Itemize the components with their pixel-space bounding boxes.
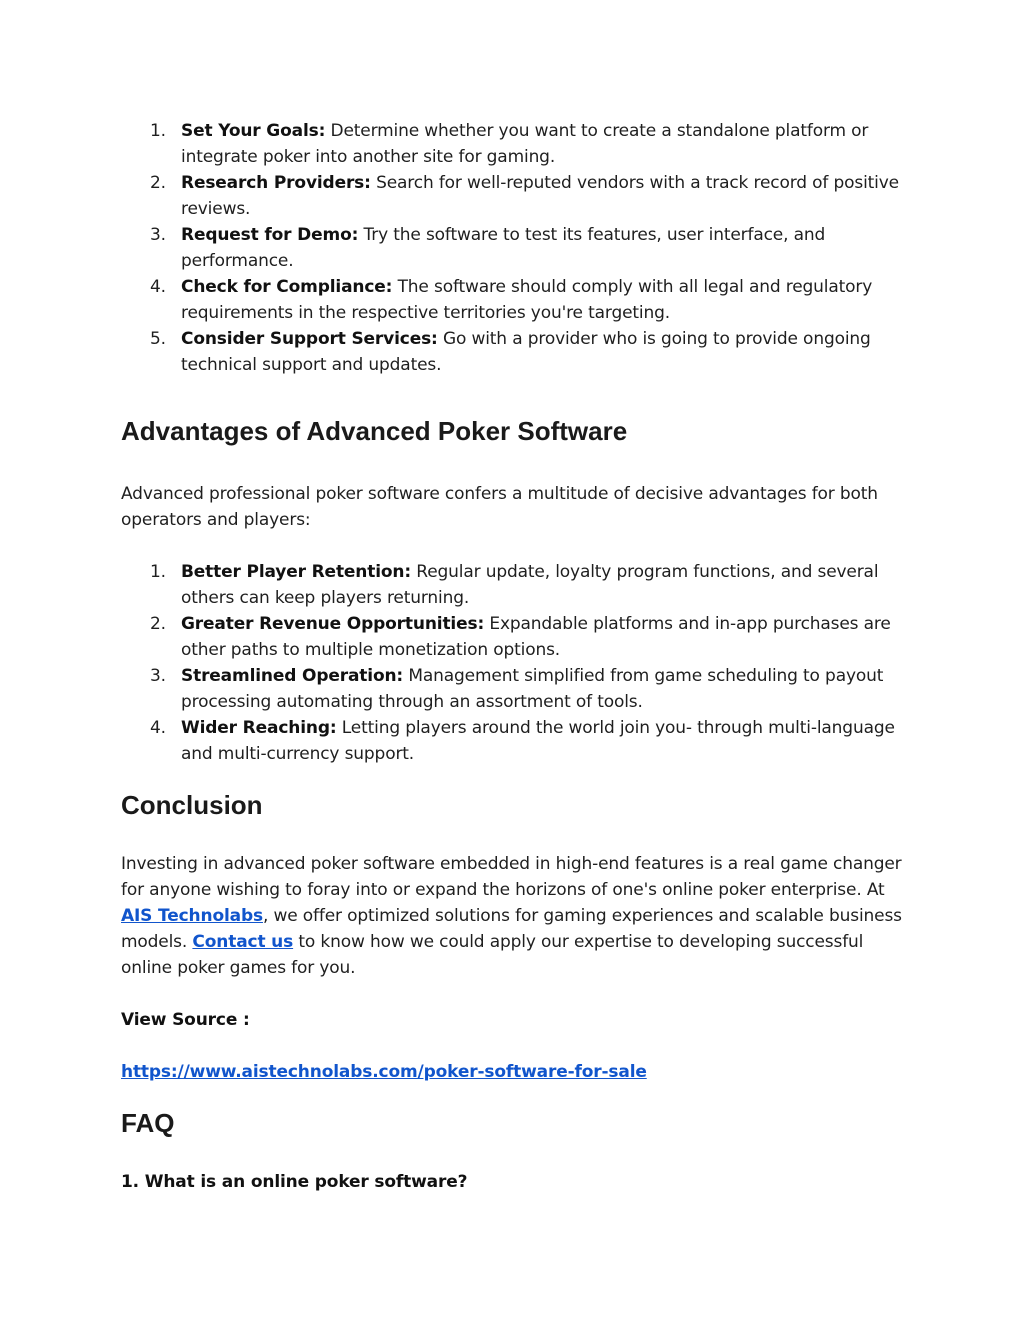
- list-number: 2.: [150, 614, 166, 634]
- source-link-paragraph: [121, 1059, 911, 1085]
- faq-question: 1. What is an online poker software?: [121, 1172, 468, 1192]
- list-item-text: Go with a provider who is going to provide ongoing technical support and updates.: [181, 329, 871, 375]
- list-number: 5.: [150, 329, 166, 349]
- conclusion-text: , we offer optimized solutions for gaming experiences and scalable business models.: [121, 906, 902, 952]
- list-item-title: Check for Compliance:: [181, 277, 393, 297]
- contact-us-link[interactable]: Contact us: [192, 932, 294, 952]
- list-item: [121, 274, 911, 326]
- conclusion-paragraph: [121, 851, 911, 981]
- list-item: [121, 663, 911, 715]
- conclusion-text: to know how we could apply our expertise to developing successful online poker games for you.: [121, 932, 864, 978]
- list-item: [121, 559, 911, 611]
- list-item-title: Better Player Retention:: [181, 562, 412, 582]
- list-item: [121, 715, 911, 767]
- list-item-text: The software should comply with all legal and regulatory requirements in the respective territories you're targeting.: [181, 277, 873, 323]
- list-number: 3.: [150, 225, 166, 245]
- list-number: 1.: [150, 562, 166, 582]
- conclusion-heading: Conclusion: [121, 790, 263, 820]
- list-item-text: Try the software to test its features, user interface, and performance.: [181, 225, 826, 271]
- list-item-title: Research Providers:: [181, 173, 371, 193]
- list-number: 3.: [150, 666, 166, 686]
- list-number: 4.: [150, 277, 166, 297]
- list-item-title: Request for Demo:: [181, 225, 359, 245]
- list-item: [121, 326, 911, 378]
- list-number: 2.: [150, 173, 166, 193]
- list-item-title: Consider Support Services:: [181, 329, 438, 349]
- list-item-title: Set Your Goals:: [181, 121, 326, 141]
- list-item-text: Letting players around the world join you- through multi-language and multi-currency support.: [181, 718, 895, 764]
- advantages-list: [121, 559, 911, 767]
- advantages-intro: Advanced professional poker software confers a multitude of decisive advantages for both operators and players:: [121, 484, 878, 530]
- list-item-text: Search for well-reputed vendors with a track record of positive reviews.: [181, 173, 899, 219]
- steps-list: [121, 118, 911, 378]
- ais-technolabs-link[interactable]: AIS Technolabs: [121, 906, 263, 926]
- list-item-title: Wider Reaching:: [181, 718, 337, 738]
- document-page: [121, 118, 911, 1195]
- list-item-text: Regular update, loyalty program functions, and several others can keep players returning.: [181, 562, 879, 608]
- list-item-text: Expandable platforms and in-app purchases are other paths to multiple monetization options.: [181, 614, 891, 660]
- list-item-text: Determine whether you want to create a standalone platform or integrate poker into another site for gaming.: [181, 121, 869, 167]
- list-item: [121, 222, 911, 274]
- list-item: [121, 611, 911, 663]
- list-number: 1.: [150, 121, 166, 141]
- list-item-title: Greater Revenue Opportunities:: [181, 614, 485, 634]
- advantages-heading: Advantages of Advanced Poker Software: [121, 416, 628, 446]
- view-source-label: View Source :: [121, 1010, 250, 1030]
- conclusion-text: Investing in advanced poker software embedded in high-end features is a real game changer for anyone wishing to foray into or expand the horizons of one's online poker enterprise. At: [121, 854, 902, 900]
- faq-heading: FAQ: [121, 1108, 175, 1138]
- list-item: [121, 118, 911, 170]
- list-item: [121, 170, 911, 222]
- source-url-link[interactable]: https://www.aistechnolabs.com/poker-software-for-sale: [121, 1062, 647, 1082]
- list-item-title: Streamlined Operation:: [181, 666, 404, 686]
- list-item-text: Management simplified from game scheduling to payout processing automating through an assortment of tools.: [181, 666, 884, 712]
- list-number: 4.: [150, 718, 166, 738]
